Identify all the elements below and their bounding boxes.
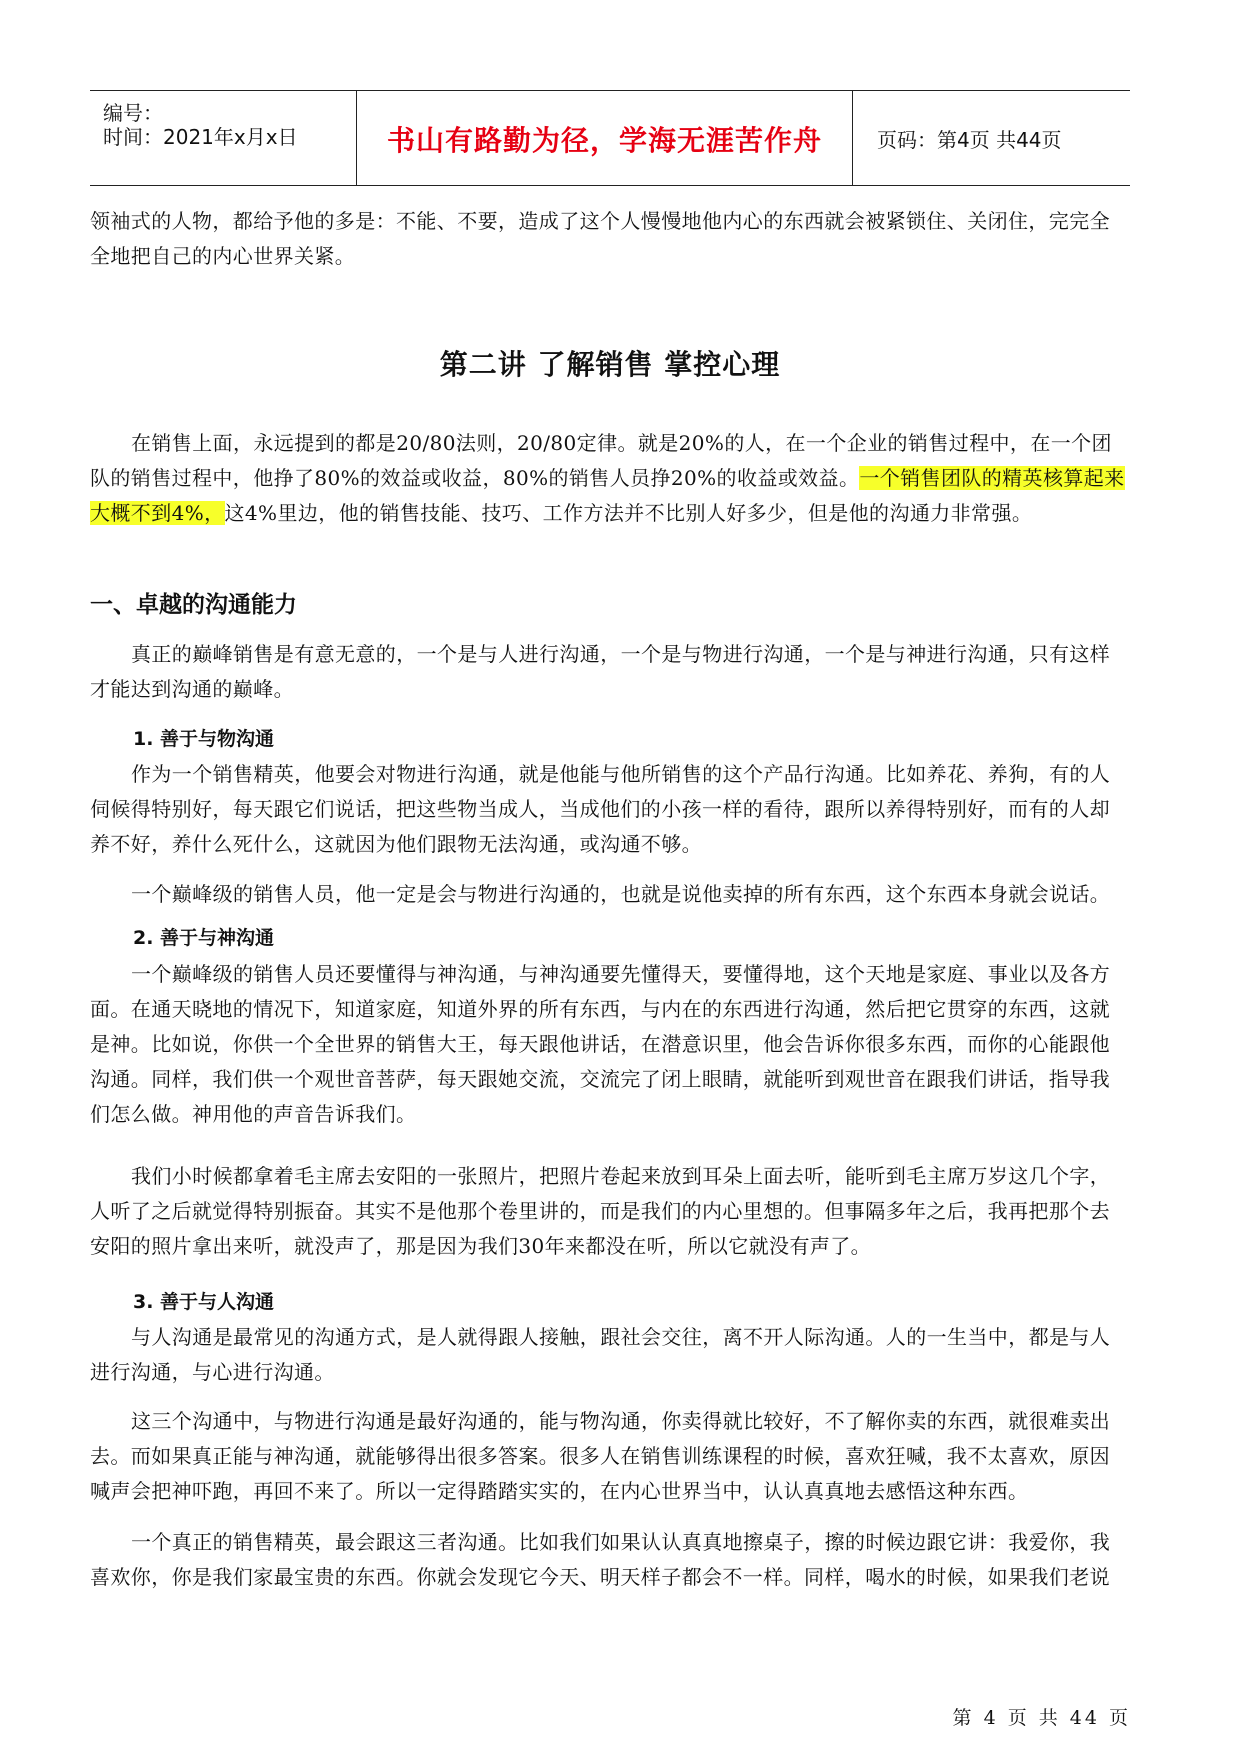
subheading-spirit: 2. 善于与神沟通 <box>133 927 275 949</box>
paragraph-photo-story: 我们小时候都拿着毛主席去安阳的一张照片，把照片卷起来放到耳朵上面去听，能听到毛主席万岁这几个字，人听了之后就觉得特别振奋。其实不是他那个卷里讲的，而是我们的内心里想的。但事隔多年之后，我再把那个去安阳的照片拿出来听，就没声了，那是因为我们30年来都没在听，所以它就没有声了。 <box>90 1164 1111 1258</box>
intro-paragraph: 领袖式的人物，都给予他的多是：不能、不要，造成了这个人慢慢地他内心的东西就会被紧锁住、关闭住，完完全全地把自己的内心世界关紧。 <box>90 209 1110 268</box>
subheading-objects: 1. 善于与物沟通 <box>133 728 275 750</box>
subheading-people: 3. 善于与人沟通 <box>133 1291 275 1313</box>
header-motto: 书山有路勤为径，学海无涯苦作舟 <box>386 124 822 157</box>
paragraph-objects-2: 一个巅峰级的销售人员，他一定是会与物进行沟通的，也就是说他卖掉的所有东西，这个东西本身就会说话。 <box>131 882 1111 906</box>
document-date-label: 时间：2021年x月x日 <box>103 125 298 149</box>
paragraph-text: 在销售上面，永远提到的都是20/80法则，20/80定律。就是20%的人，在一个企业的销售过程中，在一个团队的销售过程中，他挣了80%的效益或收益，80%的销售人员挣20%的收益或效益。 <box>90 431 1112 490</box>
paragraph-three-communications: 这三个沟通中，与物进行沟通是最好沟通的，能与物沟通，你卖得就比较好，不了解你卖的东西，就很难卖出去。而如果真正能与神沟通，就能够得出很多答案。很多人在销售训练课程的时候，喜欢狂喊，我不太喜欢，原因喊声会把神吓跑，再回不来了。所以一定得踏踏实实的，在内心世界当中，认认真真地去感悟这种东西。 <box>90 1409 1111 1503</box>
page-header <box>90 90 1130 186</box>
paragraph-people: 与人沟通是最常见的沟通方式，是人就得跟人接触，跟社会交往，离不开人际沟通。人的一生当中，都是与人进行沟通，与心进行沟通。 <box>90 1325 1111 1384</box>
paragraph-text: 这4%里边，他的销售技能、技巧、工作方法并不比别人好多少，但是他的沟通力非常强。 <box>224 501 1033 525</box>
paragraph-peak-sales: 真正的巅峰销售是有意无意的，一个是与人进行沟通，一个是与物进行沟通，一个是与神进行沟通，只有这样才能达到沟通的巅峰。 <box>90 642 1111 701</box>
paragraph-sales-rule <box>90 426 1130 531</box>
paragraph-spirit: 一个巅峰级的销售人员还要懂得与神沟通，与神沟通要先懂得天，要懂得地，这个天地是家庭、事业以及各方面。在通天晓地的情况下，知道家庭，知道外界的所有东西，与内在的东西进行沟通，然后把它贯穿的东西，这就是神。比如说，你供一个全世界的销售大王，每天跟他讲话，在潜意识里，他会告诉你很多东西，而你的心能跟他沟通。同样，我们供一个观世音菩萨，每天跟她交流，交流完了闭上眼睛，就能听到观世音在跟我们讲话，指导我们怎么做。神用他的声音告诉我们。 <box>90 962 1111 1126</box>
paragraph-objects: 作为一个销售精英，他要会对物进行沟通，就是他能与他所销售的这个产品行沟通。比如养花、养狗，有的人伺候得特别好，每天跟它们说话，把这些物当成人，当成他们的小孩一样的看待，跟所以养得特别好，而有的人却养不好，养什么死什么，这就因为他们跟物无法沟通，或沟通不够。 <box>90 762 1111 856</box>
header-left-cell <box>90 91 356 185</box>
header-middle-cell <box>356 91 853 185</box>
document-number-label: 编号： <box>103 101 163 125</box>
header-right-cell <box>853 91 1130 185</box>
page-footer: 第 4 页 共 44 页 <box>952 1707 1131 1729</box>
paragraph-sales-elite: 一个真正的销售精英，最会跟这三者沟通。比如我们如果认认真真地擦桌子，擦的时候边跟它讲：我爱你，我喜欢你，你是我们家最宝贵的东西。你就会发现它今天、明天样子都会不一样。同样，喝水的时候，如果我们老说 <box>90 1530 1111 1589</box>
highlighted-text: 一个销售团队的精英核算起来大概不到4%， <box>90 466 1125 525</box>
header-page-number: 页码：第4页 共44页 <box>877 128 1062 152</box>
lecture-title: 第二讲 了解销售 掌控心理 <box>439 348 781 381</box>
section-heading: 一、卓越的沟通能力 <box>90 592 297 618</box>
